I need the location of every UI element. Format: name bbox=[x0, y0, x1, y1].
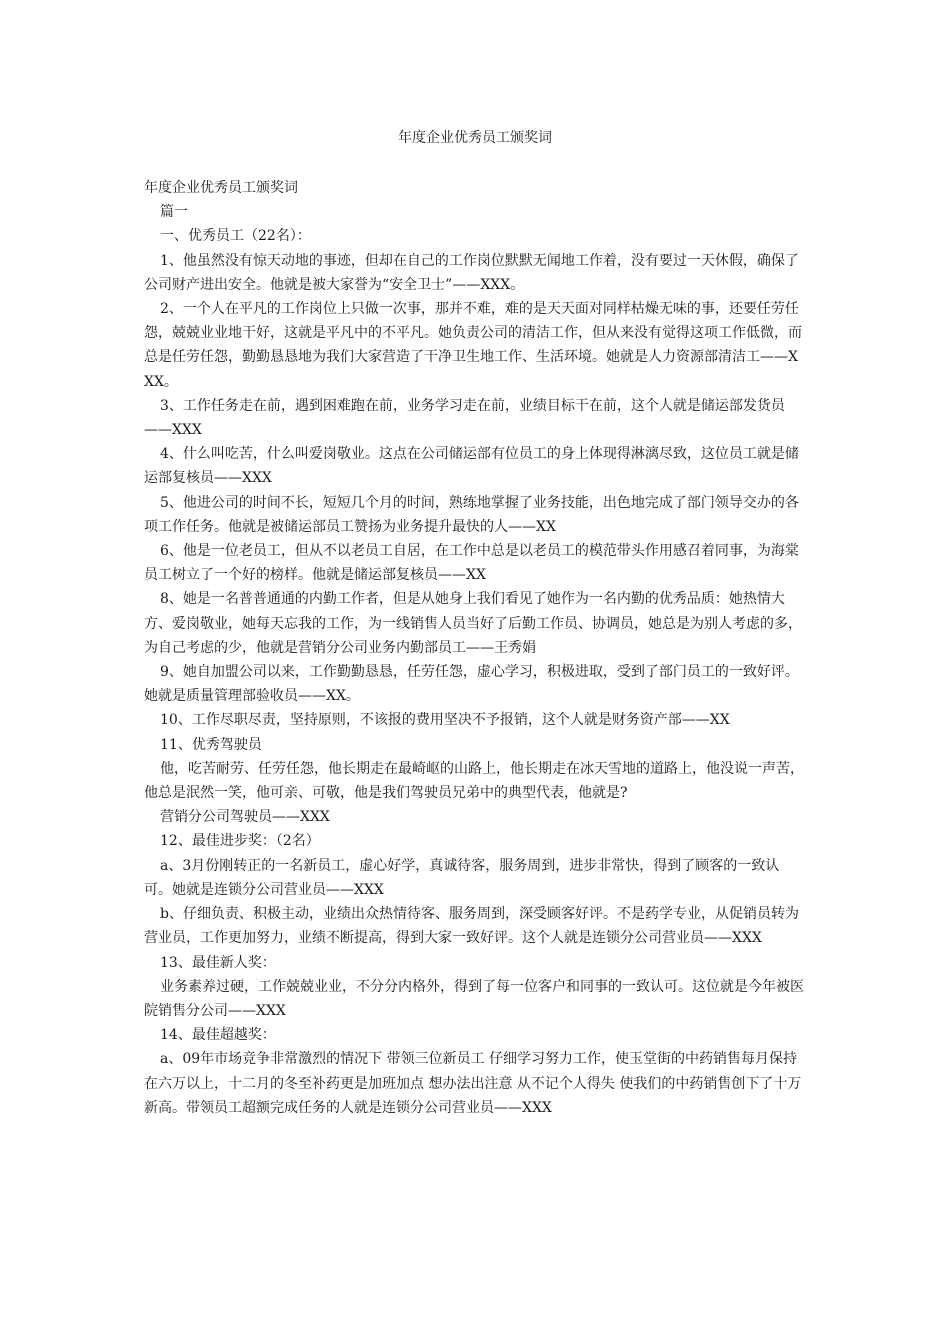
paragraph: 4、什么叫吃苦，什么叫爱岗敬业。这点在公司储运部有位员工的身上体现得淋漓尽致，这位员工就是储运部复核员——XXX bbox=[144, 446, 799, 487]
paragraph: 6、他是一位老员工，但从不以老员工自居，在工作中总是以老员工的模范带头作用感召着同事，为海棠员工树立了一个好的榜样。他就是储运部复核员——XX bbox=[144, 543, 799, 584]
document-title: 年度企业优秀员工颁奖词 bbox=[398, 130, 552, 146]
category-heading: 一、优秀员工（22名）： bbox=[160, 228, 311, 245]
section-label: 篇一 bbox=[160, 204, 188, 221]
paragraph: 2、一个人在平凡的工作岗位上只做一次事，那并不难，难的是天天面对同样枯燥无味的事，还要任劳任怨，兢兢业业地干好，这就是平凡中的不平凡。她负责公司的清洁工作，但从来没有觉得这项工作低微，而总是任劳任怨，勤勤恳恳地为我们大家营造了干净卫生地工作、生活环境。她就是人力资源部清洁工——XXX。 bbox=[144, 301, 802, 390]
paragraph: 10、工作尽职尽责，坚持原则，不该报的费用坚决不予报销，这个人就是财务资产部——XX bbox=[160, 712, 730, 729]
category-heading: 11、优秀驾驶员 bbox=[160, 736, 262, 753]
paragraph: 9、她自加盟公司以来，工作勤勤恳恳，任劳任怨，虚心学习，积极进取，受到了部门员工的一致好评。她就是质量管理部验收员——XX。 bbox=[144, 664, 799, 705]
category-heading: 14、最佳超越奖： bbox=[160, 1027, 276, 1044]
document-body bbox=[144, 176, 806, 1120]
paragraph: 5、他进公司的时间不长，短短几个月的时间，熟练地掌握了业务技能，出色地完成了部门领导交办的各项工作任务。他就是被储运部员工赞扬为业务提升最快的人——XX bbox=[144, 494, 799, 535]
category-heading: 13、最佳新人奖： bbox=[160, 954, 276, 971]
paragraph: 3、工作任务走在前，遇到困难跑在前，业务学习走在前，业绩目标干在前，这个人就是储运部发货员——XXX bbox=[144, 397, 785, 439]
paragraph: 营销分公司驾驶员——XXX bbox=[160, 809, 330, 826]
paragraph: 他，吃苦耐劳、任劳任怨，他长期走在最崎岖的山路上，他长期走在冰天雪地的道路上，他没说一声苦，他总是泯然一笑，他可亲、可敬，他是我们驾驶员兄弟中的典型代表，他就是? bbox=[144, 760, 804, 802]
body-heading: 年度企业优秀员工颁奖词 bbox=[144, 180, 298, 196]
category-heading: 12、最佳进步奖：（2名） bbox=[160, 833, 320, 850]
paragraph: a、09年市场竞争非常激烈的情况下 带领三位新员工 仔细学习努力工作，使玉堂街的中药销售每月保持在六万以上，十二月的冬至补药更是加班加点 想办法出注意 从不记个人得失 使我们的中药销售创下了十万新高。带领员工超额完成任务的人就是连锁分公司营业员——XXX bbox=[144, 1051, 802, 1116]
paragraph: b、仔细负责、积极主动，业绩出众热情待客、服务周到，深受顾客好评。不是药学专业，从促销员转为营业员，工作更加努力，业绩不断提高，得到大家一致好评。这个人就是连锁分公司营业员——XXX bbox=[144, 906, 799, 947]
paragraph: 8、她是一名普普通通的内勤工作者，但是从她身上我们看见了她作为一名内勤的优秀品质：她热情大方、爱岗敬业，她每天忘我的工作，为一线销售人员当好了后勤工作员、协调员，她总是为别人考虑的多，为自己考虑的少，他就是营销分公司业务内勤部员工——王秀娟 bbox=[144, 591, 802, 656]
paragraph: 1、他虽然没有惊天动地的事迹，但却在自己的工作岗位默默无闻地工作着，没有要过一天休假，确保了公司财产进出安全。他就是被大家誉为“安全卫士”——XXX。 bbox=[144, 252, 799, 293]
paragraph: a、3月份刚转正的一名新员工，虚心好学，真诚待客，服务周到，进步非常快，得到了顾客的一致认可。她就是连锁分公司营业员——XXX bbox=[144, 857, 780, 898]
paragraph: 业务素养过硬，工作兢兢业业，不分分内格外，得到了每一位客户和同事的一致认可。这位就是今年被医院销售分公司——XXX bbox=[144, 978, 804, 1019]
